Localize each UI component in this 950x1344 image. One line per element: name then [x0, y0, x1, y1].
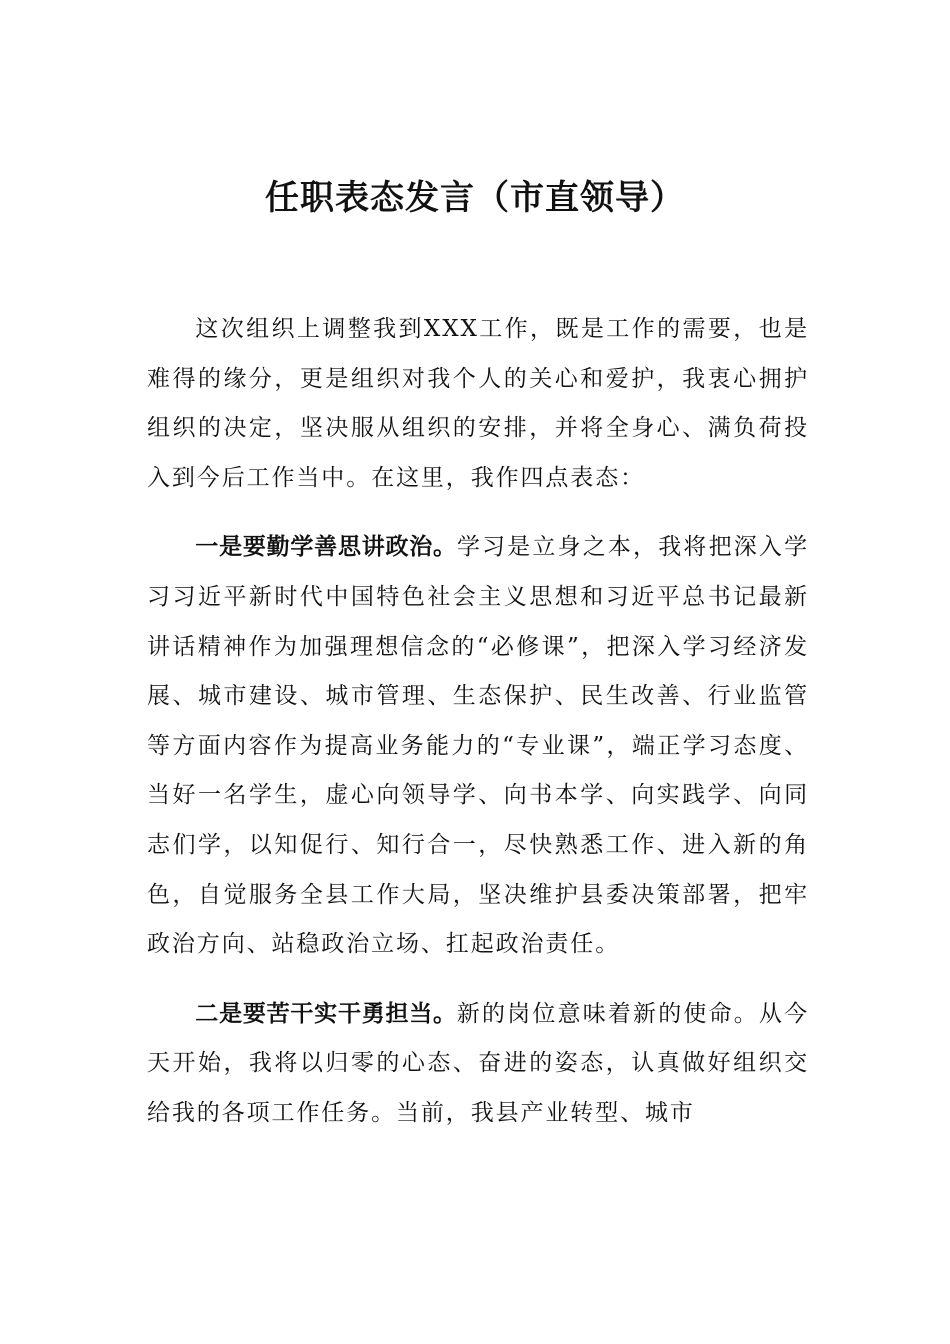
paragraph-text: 学习是立身之本，我将把深入学习习近平新时代中国特色社会主义思想和习近平总书记最新讲话精神作为加强理想信念的“必修课”，把深入学习经济发展、城市建设、城市管理、生态保护、民生改善、行业监管等方面内容作为提高业务能力的“专业课”，端正学习态度、当好一名学生，虚心向领导学、向书本学、向实践学、向同志们学，以知促行、知行合一，尽快熟悉工作、进入新的角色，自觉服务全县工作大局，坚决维护县委决策部署，把牢政治方向、站稳政治立场、扛起政治责任。	[147, 534, 809, 958]
paragraph-point-one	[147, 523, 809, 969]
paragraph-text: 新的岗位意味着新的使命。从今天开始，我将以归零的心态、奋进的姿态，认真做好组织交给我的各项工作任务。当前，我县产业转型、城市	[147, 1000, 809, 1126]
paragraph-lead-heading: 二是要苦干实干勇担当。	[195, 1000, 457, 1027]
paragraph-point-two	[147, 990, 809, 1139]
paragraph-lead-heading: 一是要勤学善思讲政治。	[195, 534, 457, 561]
document-body	[147, 305, 809, 1159]
paragraph-intro	[147, 305, 809, 503]
paragraph-text: 这次组织上调整我到XXX工作，既是工作的需要，也是难得的缘分，更是组织对我个人的关心和爱护，我衷心拥护组织的决定，坚决服从组织的安排，并将全身心、满负荷投入到今后工作当中。在这里，我作四点表态：	[147, 316, 809, 491]
document-title: 任职表态发言（市直领导）	[265, 178, 685, 218]
